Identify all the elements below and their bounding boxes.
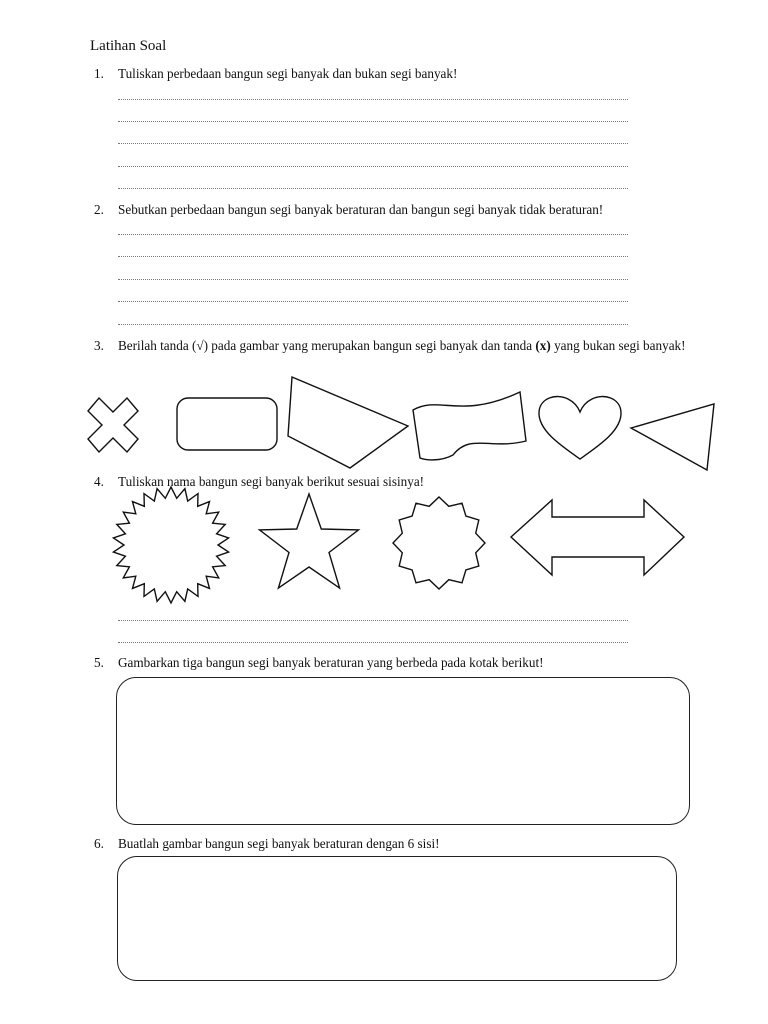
answer-box[interactable] (117, 856, 677, 981)
question-text: Sebutkan perbedaan bangun segi banyak beraturan dan bangun segi banyak tidak beraturan! (118, 202, 604, 217)
double-arrow-shape[interactable] (511, 500, 684, 575)
question-number: 1. (94, 66, 104, 81)
question-number: 4. (94, 474, 104, 489)
page-title: Latihan Soal (90, 38, 167, 54)
question-text: Tuliskan nama bangun segi banyak berikut sesuai sisinya! (118, 474, 425, 489)
twelve-point-star-shape[interactable] (393, 497, 485, 589)
question-text: Berilah tanda (√) pada gambar yang merupakan bangun segi banyak dan tanda (x) yang bukan segi banyak! (118, 338, 686, 353)
cross-mark: (x) (535, 338, 551, 353)
answer-box[interactable] (116, 677, 690, 825)
question-number: 2. (94, 202, 104, 217)
question-text: Buatlah gambar bangun segi banyak beraturan dengan 6 sisi! (118, 836, 440, 851)
five-point-star-shape[interactable] (260, 494, 359, 588)
question-number: 5. (94, 655, 104, 670)
question-text: Gambarkan tiga bangun segi banyak beraturan yang berbeda pada kotak berikut! (118, 655, 544, 670)
starburst-shape[interactable] (113, 487, 228, 603)
answer-line[interactable] (118, 620, 628, 621)
question-number: 3. (94, 338, 104, 353)
question-number: 6. (94, 836, 104, 851)
answer-line[interactable] (118, 642, 628, 643)
check-mark: √ (196, 338, 204, 353)
question-text: Tuliskan perbedaan bangun segi banyak dan bukan segi banyak! (118, 66, 458, 81)
